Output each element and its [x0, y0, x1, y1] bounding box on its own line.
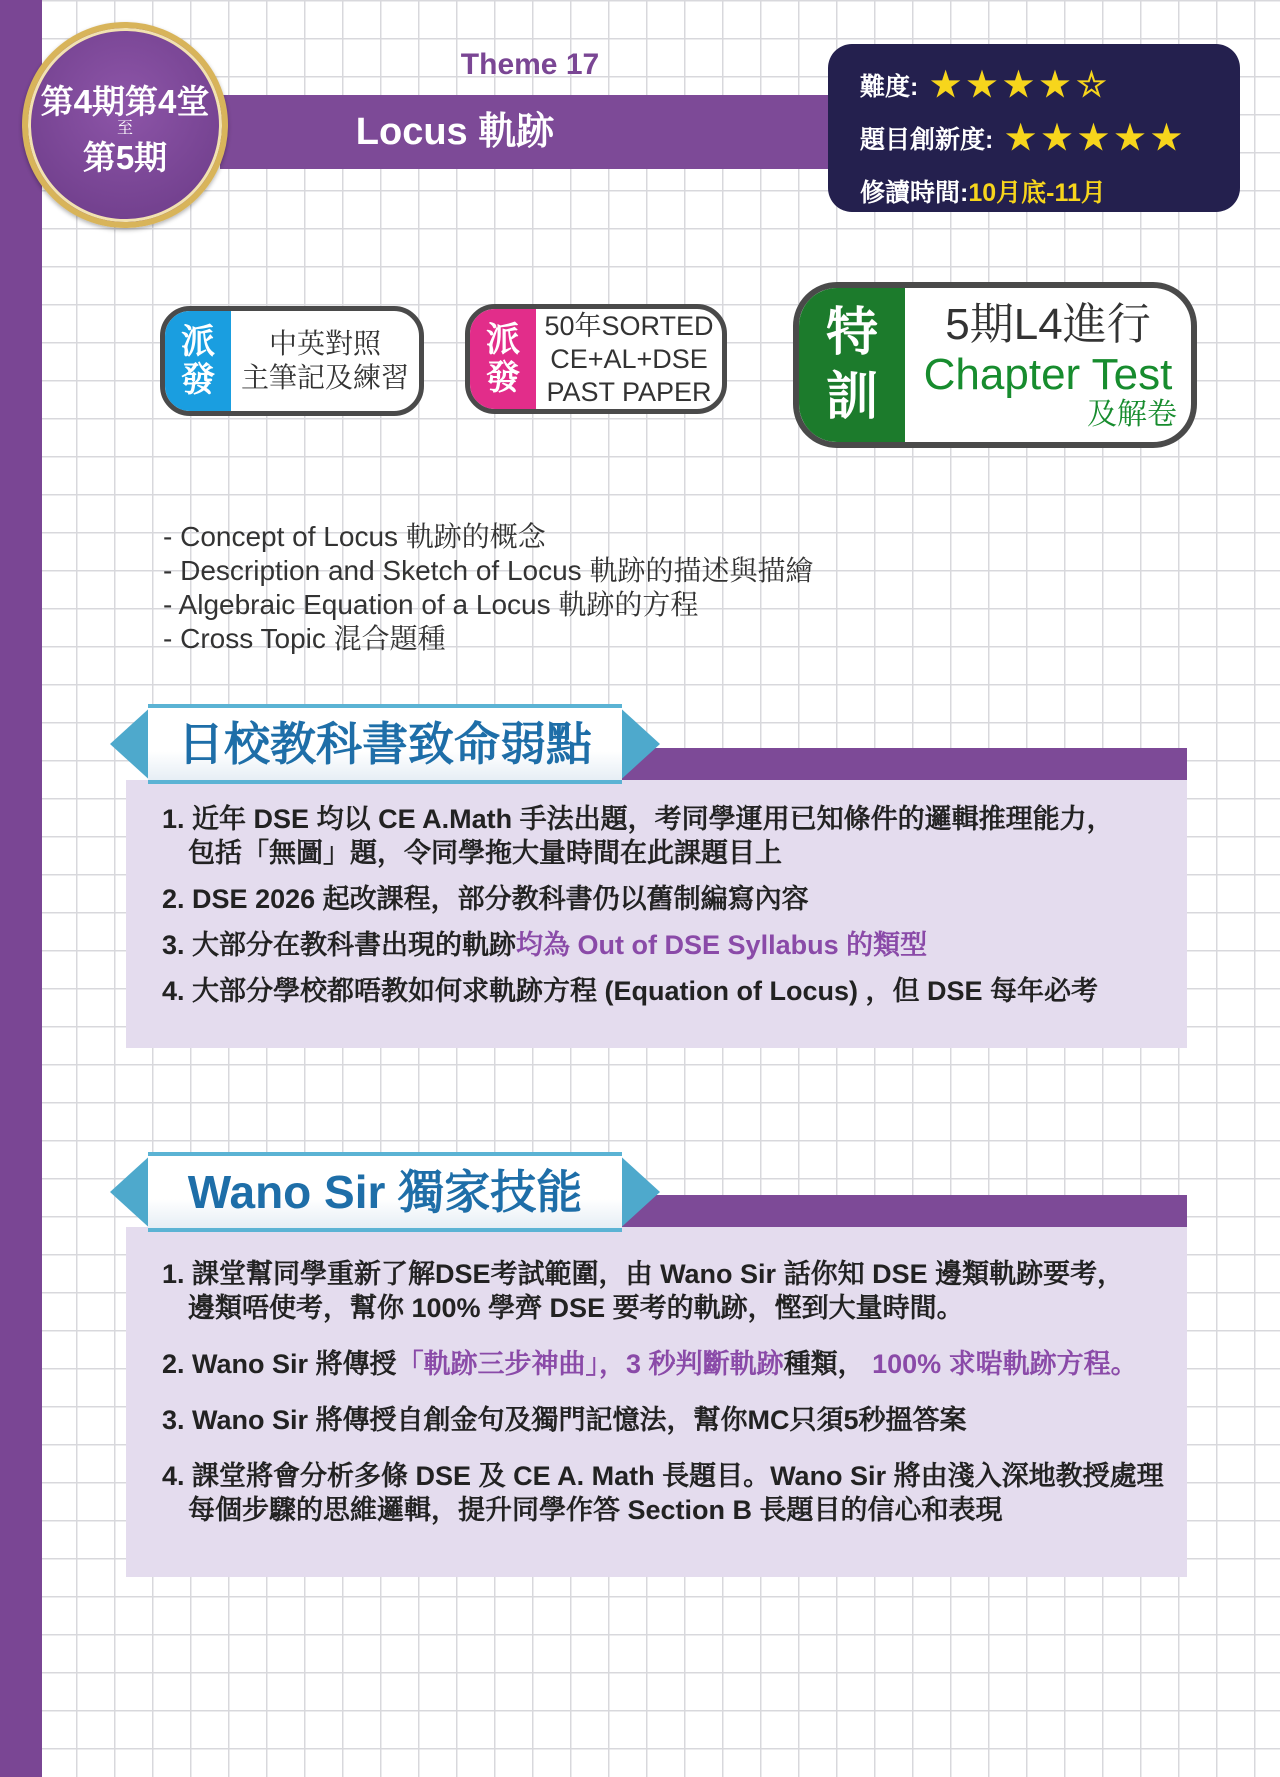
exclusive-skills-box: [126, 1227, 1187, 1577]
banner-wing: [616, 704, 660, 784]
item-text: 課堂將會分析多條 DSE 及 CE A. Math 長題目。Wano Sir 將由淺入深地教授處理: [192, 1461, 1164, 1491]
pill-line: 50年SORTED: [544, 310, 714, 341]
innovation-label: 題目創新度:: [860, 125, 994, 154]
pill-line: CE+AL+DSE: [550, 343, 708, 374]
pill-text: [905, 288, 1191, 442]
item-text-cont: 邊類唔使考，幫你 100% 學齊 DSE 要考的軌跡，慳到大量時間。: [188, 1293, 964, 1323]
difficulty-label: 難度:: [860, 72, 919, 101]
left-accent-bar: [0, 0, 42, 1777]
theme-label: Theme 17: [460, 48, 600, 81]
item-text: 大部分學校都唔教如何求軌跡方程 (Equation of Locus) ，但 DSE 每年必考: [192, 976, 1099, 1006]
pill-tag-char: 特: [825, 304, 878, 362]
study-time-label: 修讀時間:: [860, 178, 969, 207]
pill-tag-char: 訓: [825, 368, 878, 426]
item-text-cont: 每個步驟的思維邏輯，提升同學作答 Section B 長題目的信心和表現: [188, 1495, 1003, 1525]
badge-line2: 至: [116, 120, 133, 137]
banner-wing: [616, 1152, 660, 1232]
section-title: 日校教科書致命弱點: [148, 704, 622, 784]
topic-item: - Description and Sketch of Locus 軌跡的描述與描繪: [163, 555, 814, 586]
section-divider-band: [620, 1195, 1187, 1227]
item-text: 大部分在教科書出現的軌跡: [192, 930, 517, 960]
course-info-box: [828, 44, 1240, 212]
past-paper-pill: [465, 304, 727, 414]
pill-tag-char: 發: [181, 361, 215, 399]
period-badge: [22, 22, 228, 228]
item-text: 近年 DSE 均以 CE A.Math 手法出題，考同學運用已知條件的邏輯推理能力，: [192, 804, 1114, 834]
pill-tag: [165, 311, 231, 411]
section-title: Wano Sir 獨家技能: [148, 1152, 622, 1232]
topic-item: - Cross Topic 混合題種: [163, 623, 446, 654]
item-text: Wano Sir 將傳授自創金句及獨門記憶法，幫你MC只須5秒搵答案: [192, 1405, 967, 1435]
pill-text: [231, 311, 419, 411]
textbook-weakness-box: [126, 780, 1187, 1048]
pill-tag-char: 派: [181, 323, 215, 361]
item-highlight: 「軌跡三步神曲」，3 秒判斷軌跡: [396, 1349, 784, 1379]
list-item: [126, 1459, 1187, 1527]
item-number: 3.: [162, 1405, 185, 1435]
topic-item: - Concept of Locus 軌跡的概念: [163, 521, 546, 552]
list-item: [126, 882, 1187, 916]
badge-line1: 第4期第4堂: [40, 83, 210, 120]
item-text: Wano Sir 將傳授: [192, 1349, 397, 1379]
pill-tag-char: 派: [486, 321, 520, 359]
pill-tag: [470, 309, 536, 409]
item-text-cont: 包括「無圖」題，令同學拖大量時間在此課題目上: [188, 838, 782, 868]
page-title: Locus 軌跡: [220, 95, 840, 169]
item-number: 1.: [162, 804, 185, 834]
pill-line: 及解卷: [1087, 398, 1177, 431]
topic-list: [163, 520, 813, 656]
study-time-row: [860, 164, 1240, 217]
handout-notes-pill: [160, 306, 424, 416]
skills-list: [126, 1257, 1187, 1527]
item-number: 2.: [162, 1349, 185, 1379]
difficulty-row: [860, 58, 1240, 111]
chapter-test-pill: [793, 282, 1197, 448]
list-item: [126, 974, 1187, 1008]
item-text: 課堂幫同學重新了解DSE考試範圍，由 Wano Sir 話你知 DSE 邊類軌跡要考，: [192, 1259, 1125, 1289]
section-divider-band: [620, 748, 1187, 780]
list-item: [126, 1347, 1187, 1381]
item-number: 4.: [162, 976, 185, 1006]
list-item: [126, 1257, 1187, 1325]
pill-line: 主筆記及練習: [240, 362, 409, 393]
list-item: [126, 1403, 1187, 1437]
section-heading-banner: [110, 704, 660, 784]
star-icon: ★★★★☆: [930, 65, 1113, 104]
pill-line: 中英對照: [268, 328, 381, 359]
list-item: [126, 802, 1187, 870]
pill-line: PAST PAPER: [546, 376, 712, 407]
item-number: 1.: [162, 1259, 185, 1289]
pill-tag-char: 發: [486, 359, 520, 397]
item-text: 種類，: [783, 1349, 865, 1379]
item-number: 4.: [162, 1461, 185, 1491]
badge-line3: 第5期: [82, 139, 168, 176]
section-heading-banner: [110, 1152, 660, 1232]
weakness-list: [126, 802, 1187, 1008]
item-highlight: 均為 Out of DSE Syllabus 的類型: [516, 930, 928, 960]
item-highlight: 100% 求啱軌跡方程。: [864, 1349, 1138, 1379]
pill-line: Chapter Test: [923, 350, 1173, 399]
list-item: [126, 928, 1187, 962]
item-number: 3.: [162, 930, 185, 960]
item-number: 2.: [162, 884, 185, 914]
topic-item: - Algebraic Equation of a Locus 軌跡的方程: [163, 589, 699, 620]
star-icon: ★★★★★: [1005, 118, 1188, 157]
study-time-value: 10月底-11月: [968, 178, 1106, 207]
innovation-row: [860, 111, 1240, 164]
item-text: DSE 2026 起改課程，部分教科書仍以舊制編寫內容: [192, 884, 809, 914]
pill-text: [536, 309, 722, 409]
pill-line: 5期L4進行: [945, 300, 1151, 349]
pill-tag: [799, 288, 905, 442]
